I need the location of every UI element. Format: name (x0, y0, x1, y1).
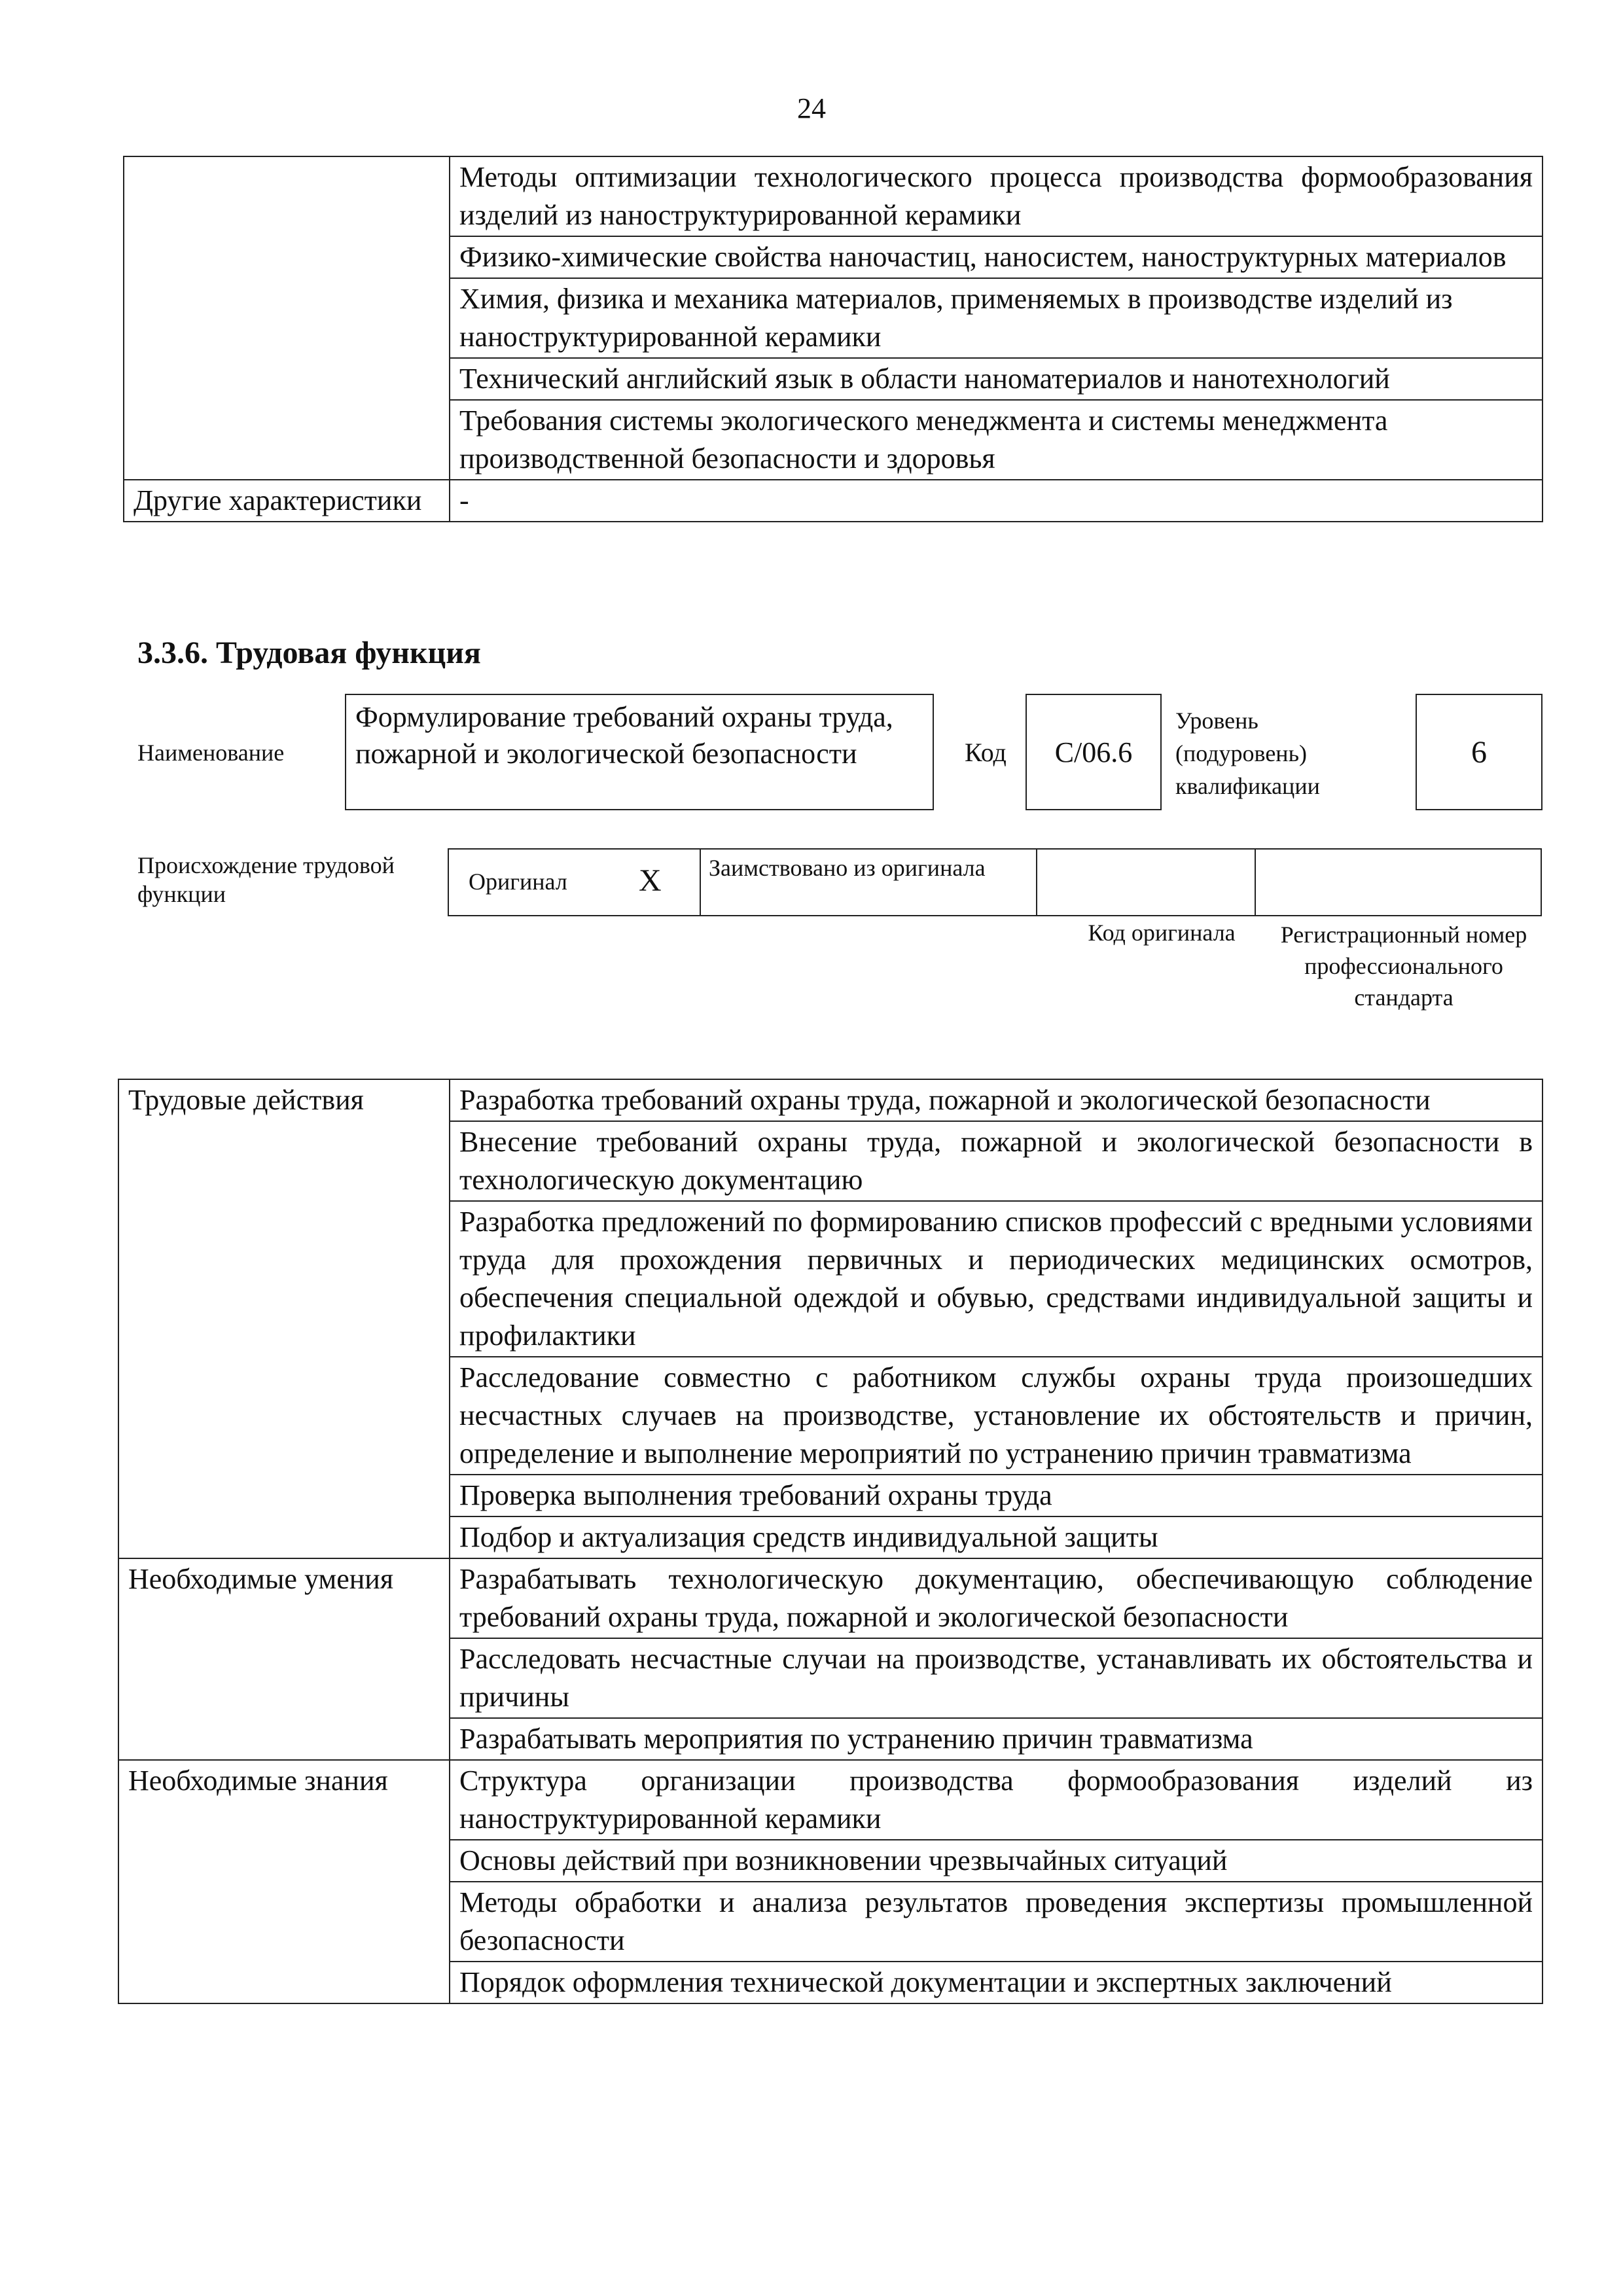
knowledge-continuation-table (123, 156, 1543, 522)
code-label: Код (965, 738, 1007, 767)
knowledge-item: Химия, физика и механика материалов, применяемых в производстве изделий из наноструктурированной керамики (450, 278, 1543, 358)
action-item: Разработка требований охраны труда, пожарной и экологической безопасности (450, 1079, 1543, 1121)
skills-label: Необходимые умения (118, 1558, 450, 1760)
section-heading: 3.3.6. Трудовая функция (137, 636, 481, 670)
empty-label-cell (124, 156, 450, 480)
knowledge-item: Методы оптимизации технологического процесса производства формообразования изделий из наноструктурированной керамики (450, 156, 1543, 236)
table-row (124, 480, 1543, 522)
borrowed-label: Заимствовано из оригинала (701, 850, 1037, 915)
action-item: Подбор и актуализация средств индивидуальной защиты (450, 1516, 1543, 1558)
original-mark: X (639, 863, 662, 898)
code-original-cell (1037, 850, 1256, 915)
other-characteristics-value: - (450, 480, 1543, 522)
knowledge-item: Основы действий при возникновении чрезвычайных ситуаций (450, 1840, 1543, 1882)
knowledge-item: Структура организации производства формообразования изделий из наноструктурированной керамики (450, 1760, 1543, 1840)
table-row (118, 1079, 1543, 1121)
code-original-caption: Код оригинала (1088, 920, 1236, 946)
origin-box (448, 848, 1542, 916)
action-item: Разработка предложений по формированию списков профессий с вредными условиями труда для прохождения первичных и периодических медицинских осмотров, обеспечения специальной одеждой и обувью, средствами индивидуальной защиты и профилактики (450, 1201, 1543, 1357)
reg-number-cell (1256, 850, 1541, 915)
original-label: Оригинал (469, 869, 567, 895)
knowledge-item: Порядок оформления технической документации и экспертных заключений (450, 1962, 1543, 2003)
reg-number-caption: Регистрационный номер профессионального стандарта (1280, 922, 1527, 1011)
level-label: Уровень (подуровень) квалификации (1175, 708, 1320, 799)
action-item: Внесение требований охраны труда, пожарной и экологической безопасности в технологическую документацию (450, 1121, 1543, 1201)
skill-item: Разрабатывать мероприятия по устранению причин травматизма (450, 1718, 1543, 1760)
original-cell (449, 850, 701, 915)
action-item: Проверка выполнения требований охраны труда (450, 1475, 1543, 1516)
skill-item: Разрабатывать технологическую документацию, обеспечивающую соблюдение требований охраны труда, пожарной и экологической безопасности (450, 1558, 1543, 1638)
table-row (118, 1558, 1543, 1638)
other-characteristics-label: Другие характеристики (124, 480, 450, 522)
page-number: 24 (797, 92, 826, 124)
table-row (118, 1760, 1543, 1840)
name-label: Наименование (137, 740, 285, 766)
level-value: 6 (1416, 694, 1543, 810)
labor-function-table (118, 1079, 1543, 2004)
origin-label: Происхождение трудовой функции (137, 852, 395, 907)
knowledge-item: Требования системы экологического менеджмента и системы менеджмента производственной безопасности и здоровья (450, 400, 1543, 480)
knowledge-item: Технический английский язык в области наноматериалов и нанотехнологий (450, 358, 1543, 400)
table-row (124, 156, 1543, 236)
knowledge-item: Методы обработки и анализа результатов проведения экспертизы промышленной безопасности (450, 1882, 1543, 1962)
knowledge-item: Физико-химические свойства наночастиц, наносистем, наноструктурных материалов (450, 236, 1543, 278)
actions-label: Трудовые действия (118, 1079, 450, 1558)
skill-item: Расследовать несчастные случаи на производстве, устанавливать их обстоятельства и причины (450, 1638, 1543, 1718)
name-value: Формулирование требований охраны труда, пожарной и экологической безопасности (345, 694, 934, 810)
code-value: С/06.6 (1026, 694, 1162, 810)
knowledge-label: Необходимые знания (118, 1760, 450, 2003)
action-item: Расследование совместно с работником службы охраны труда произошедших несчастных случаев на производстве, установление их обстоятельств и причин, определение и выполнение мероприятий по устранению причин травматизма (450, 1357, 1543, 1475)
